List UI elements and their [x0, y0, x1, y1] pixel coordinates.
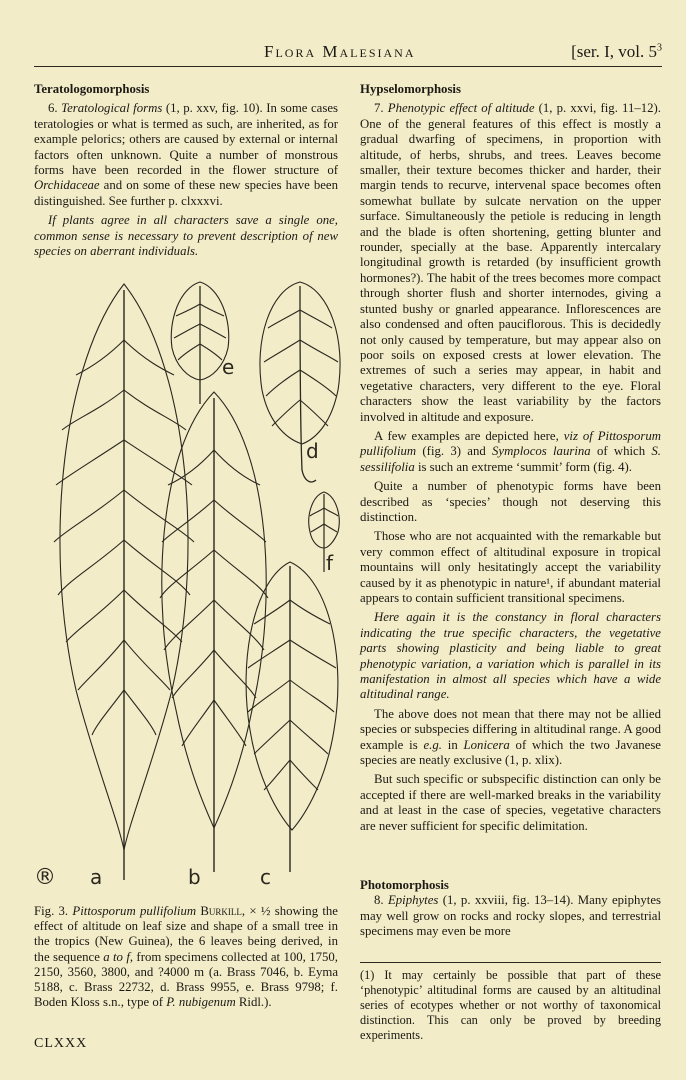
leaf-c	[246, 562, 338, 872]
leaf-b	[160, 392, 268, 872]
leaf-e	[171, 282, 229, 404]
para-number: 7.	[374, 101, 388, 116]
para-text: (1, p. xxviii, fig. 13–14). Many epiphytes may well grow on rocks and rocky slopes, and terrestrial specimens may even be more	[360, 893, 662, 939]
para-title: Teratological forms	[61, 101, 163, 116]
right-column	[360, 82, 661, 834]
running-title: Flora Malesiana	[264, 42, 416, 61]
para-text: (1, p. xxv, fig. 10). In some cases teratologies or what is termed as such, are inherited, as for example pelorics; others are caused by external or internal factors often unknown. Quite a number of monstrous forms have been recorded in the flower structure of	[34, 101, 339, 178]
paragraph-subspecies	[360, 707, 661, 769]
text-run: of which the two Javanese species are neatly exclusive (1, p. xlix).	[360, 737, 661, 768]
caption-type-name: P. nubigenum	[166, 995, 236, 1010]
paragraph-distinction: But such specific or subspecific distinction can only be accepted if there are well-marked breaks in the variability and at least in the case of species, vegetative characters are never sufficient for specific delimitation.	[360, 772, 661, 833]
left-column	[34, 82, 338, 259]
para-title: Epiphytes	[387, 893, 439, 908]
paragraph-altitude	[360, 101, 661, 425]
photomorphosis-heading: Photomorphosis	[360, 878, 449, 892]
label-a: a	[90, 865, 103, 889]
paragraph-rule: If plants agree in all characters save a single one, common sense is necessary to prevent description of new species on aberrant individuals.	[34, 213, 338, 259]
running-head	[34, 40, 662, 67]
para-text: (1, p. xxvi, fig. 11–12). One of the general features of this effect is mostly a gradual dwarfing of specimens, in proportion with altitude, of herbs, shrubs, and trees. Leaves become smaller, their texture becomes thicker and harder, their margin tends to recurve, intervenal space becomes often somewhat bullate by sulcate nervation on the upper surface. Simultaneously the petiole is reducing in length and the blade is often shortening, getting blunter and rounder, specially at the base. Apparently intercalary longitudinal growth is retarded (by insufficient growth hormones?). The habit of the trees becomes more compact through shorter flush and shorter internodes, giving a stunted bushy or gnarled appearance. Inflorescences are also condensed and often pauciflorous. This is decidedly not only caused by temperature, but may appear also on poor soils on exposed crests at lower elevation. The extremes of such a series may appear, in habit and vegetative characters, very different to the eye. Floral characters show the least variability by the factors involved in altitude and exposure.	[360, 101, 662, 424]
hypselomorphosis-heading: Hypselomorphosis	[360, 82, 461, 96]
paragraph-constancy: Here again it is the constancy in floral characters indicating the true specific characters, the vegetative parts showing plasticity and being liable to great phenotypic variation, a variation which is parallel in its manifestation in almost all species which have a wide altitudinal range.	[360, 610, 661, 702]
caption-text1: , × ½ showing the effect of altitude on leaf size and shape of a small tree in the tropics (New Guinea), the 6 leaves being derived, in the sequence	[34, 904, 338, 964]
footnote-rule	[360, 962, 661, 963]
series-volume	[571, 42, 662, 62]
genus-name: Lonicera	[463, 737, 510, 752]
paragraph-examples	[360, 429, 661, 475]
text-run: The above does not mean that there may not be allied species or subspecies differing in altitudinal range. A good example is	[360, 706, 661, 752]
label-f: f	[326, 551, 334, 575]
species-name: S. sessilifolia	[360, 444, 661, 474]
label-e: e	[222, 355, 235, 379]
photomorphosis-section	[360, 878, 661, 940]
species-name: viz of Pittosporum pullifolium	[360, 428, 661, 459]
caption-text4: Ridl.).	[235, 995, 272, 1010]
caption-text2: , from specimens collected at 100, 1750, 2150, 3560, 3800, and ?4000 m (	[34, 949, 338, 979]
para-number: 6.	[48, 101, 62, 116]
leaf-d	[260, 282, 340, 482]
text-run: (fig. 3) and	[416, 444, 493, 459]
leaf-f	[309, 492, 339, 572]
page-number: CLXXX	[34, 1036, 88, 1051]
leaf-illustration	[34, 280, 344, 892]
caption-collectors: a. Brass 7046, b. Eyma 5188, c. Brass 22732, d. Brass 9955, e. Brass 9798; f. Boden Kloss s.n.	[34, 964, 338, 1010]
paragraph-epiphytes	[360, 893, 661, 939]
label-d: d	[306, 439, 319, 463]
para-title: Phenotypic effect of altitude	[387, 101, 535, 116]
series-superscript: 3	[657, 42, 662, 54]
paragraph-teratological	[34, 101, 338, 209]
text-run: of which	[590, 444, 652, 459]
text-run: in	[441, 737, 464, 752]
label-c: c	[260, 865, 271, 889]
para-text-end: and on some of these new species have been distinguished. See further p. clxxxvi.	[34, 178, 338, 208]
para-number: 8.	[374, 893, 388, 908]
teratologomorphosis-heading: Teratologomorphosis	[34, 82, 150, 96]
abbrev: e.g.	[423, 737, 442, 752]
genus-name: Orchidaceae	[34, 178, 100, 193]
label-b: b	[188, 865, 201, 889]
caption-species: Pittosporum pullifolium	[72, 904, 197, 918]
footnote: (1) It may certainly be possible that part of these ‘phenotypic’ altitudinal forms are caused by an altitudinal series of ecotypes whether or not worthy of taxonomical distinction. This can only be proved by breeding experiments.	[360, 968, 661, 1042]
species-name: Symplocos laurina	[492, 444, 591, 459]
caption-lead: Fig. 3.	[34, 904, 73, 918]
text-run: A few examples are depicted here,	[374, 428, 564, 443]
paragraph-acquainted: Those who are not acquainted with the remarkable but very common effect of altitudinal exposure in tropical mountains will only hesitatingly accept the variability caused by it as phenotypic in nature¹, if abundant material appears to contain sufficient transitional specimens.	[360, 529, 661, 605]
caption-author: Burkill	[196, 904, 242, 918]
leaf-a	[54, 284, 194, 880]
figure-caption	[34, 904, 338, 1010]
leaf-figure	[34, 280, 344, 892]
registered-mark: ®	[34, 865, 56, 890]
caption-text3: , type of	[120, 995, 167, 1010]
series-text: [ser. I, vol. 5	[571, 42, 657, 61]
paragraph-phenotypic-forms: Quite a number of phenotypic forms have been described as ‘species’ though not deserving this distinction.	[360, 479, 661, 524]
caption-sequence: a to f	[103, 949, 130, 964]
text-run: is such an extreme ‘summit’ form (fig. 4).	[414, 459, 633, 474]
